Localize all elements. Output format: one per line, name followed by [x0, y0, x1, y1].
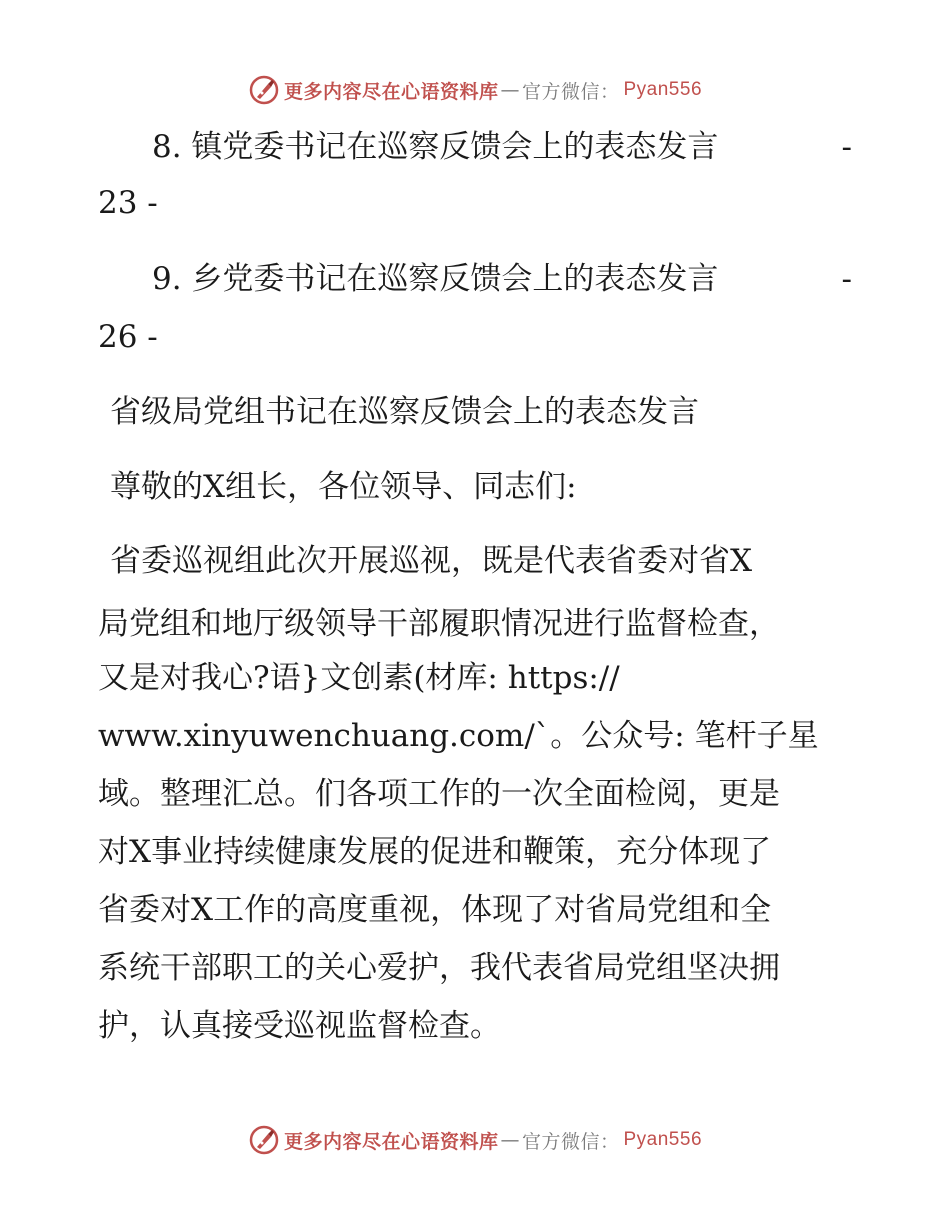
toc-entry-9: [98, 259, 858, 299]
banner-label: 官方微信：: [521, 1130, 620, 1153]
salutation: 尊敬的X组长，各位领导、同志们:: [110, 469, 577, 505]
banner-handle: Pyan556: [623, 1129, 703, 1150]
paragraph-line: 对X事业持续健康发展的促进和鞭策，充分体现了: [98, 834, 772, 870]
paragraph-line: 系统干部职工的关心爱护，我代表省局党组坚决拥: [98, 950, 780, 986]
toc-entry-dash: -: [841, 129, 852, 165]
banner-main-text: 更多内容尽在心语资料库: [283, 1130, 499, 1153]
toc-entry-page: 26 -: [98, 319, 158, 355]
pen-nib-logo-icon: [248, 74, 280, 106]
toc-entry-dash: -: [841, 261, 852, 297]
paragraph-line: 护，认真接受巡视监督检查。: [98, 1008, 501, 1044]
document-title: 省级局党组书记在巡察反馈会上的表态发言: [110, 394, 699, 430]
paragraph-line: www.xinyuwenchuang.com/`。公众号: 笔杆子星: [98, 718, 819, 754]
toc-entry-text: 8. 镇党委书记在巡察反馈会上的表态发言: [152, 129, 719, 165]
banner-main-text: 更多内容尽在心语资料库: [283, 80, 499, 103]
paragraph-line: 省委对X工作的高度重视，体现了对省局党组和全: [98, 892, 772, 928]
header-banner: [0, 70, 950, 110]
toc-entry-8: [98, 127, 858, 167]
paragraph-line: 省委巡视组此次开展巡视，既是代表省委对省X: [110, 543, 753, 579]
toc-entry-page: 23 -: [98, 185, 158, 221]
footer-banner: [0, 1120, 950, 1160]
banner-separator: —: [500, 1129, 520, 1151]
toc-entry-text: 9. 乡党委书记在巡察反馈会上的表态发言: [152, 261, 719, 297]
banner-handle: Pyan556: [623, 79, 703, 100]
banner-separator: —: [500, 79, 520, 101]
paragraph-line: 域。整理汇总。们各项工作的一次全面检阅，更是: [98, 776, 780, 812]
banner-label: 官方微信：: [521, 80, 620, 103]
pen-nib-logo-icon: [248, 1124, 280, 1156]
paragraph-line: 又是对我心?语}文创素(材库: https://: [98, 660, 620, 696]
paragraph-line: 局党组和地厅级领导干部履职情况进行监督检查，: [98, 606, 780, 642]
